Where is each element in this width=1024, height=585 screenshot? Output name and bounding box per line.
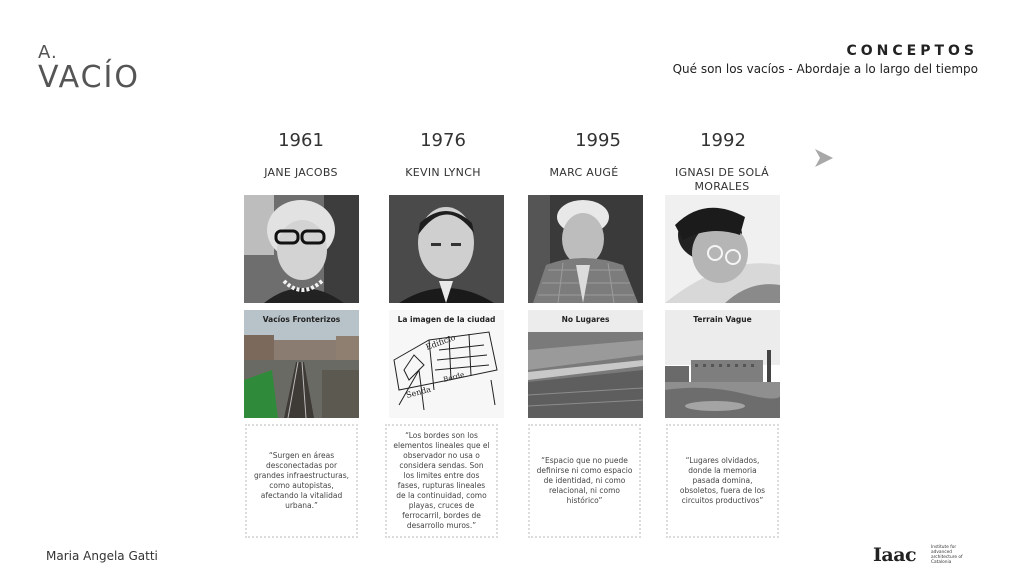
logo-mark: Iaac (873, 544, 917, 566)
svg-text:Senda: Senda (405, 384, 432, 400)
portrait-photo (528, 195, 643, 303)
quote-box (245, 424, 358, 538)
concept-label: No Lugares (561, 315, 610, 324)
concept-label: Terrain Vague (693, 315, 752, 324)
author-name: Maria Angela Gatti (46, 549, 158, 563)
svg-text:Edificio: Edificio (424, 332, 457, 352)
quote-text: “Espacio que no puede definirse ni como espacio de identidad, ni como relacional, ni como histórico” (536, 456, 633, 505)
person-name: IGNASI DE SOLÁ MORALES (675, 166, 769, 193)
logo-text: Institute for advanced architecture of Catalonia (931, 545, 963, 565)
timeline-year: 1995 (575, 130, 621, 151)
person-name: KEVIN LYNCH (405, 166, 481, 179)
concept-image (389, 310, 504, 418)
concept-image (665, 310, 780, 418)
concept-image (528, 310, 643, 418)
concept-label: Vacíos Fronterizos (262, 315, 341, 324)
quote-box (385, 424, 498, 538)
section-letter: A. (38, 42, 58, 63)
iaac-logo (873, 544, 978, 568)
concept-image (244, 310, 359, 418)
timeline-year: 1961 (278, 130, 324, 151)
concept-label: La imagen de la ciudad (397, 315, 496, 324)
timeline-year: 1976 (420, 130, 466, 151)
quote-text: “Lugares olvidados, donde la memoria pasada domina, obsoletos, fuera de los circuitos productivos” (679, 456, 766, 505)
svg-text:Borde: Borde (442, 370, 466, 384)
slide-title: CONCEPTOS (846, 43, 978, 59)
quote-box (666, 424, 779, 538)
person-name: MARC AUGÉ (549, 166, 619, 179)
person-name: JANE JACOBS (264, 166, 338, 179)
portrait-photo (244, 195, 359, 303)
quote-box (528, 424, 641, 538)
section-title: VACÍO (38, 60, 141, 95)
portrait-photo (665, 195, 780, 303)
quote-text: “Surgen en áreas desconectadas por grandes infraestructuras, como autopistas, afectando la vitalidad urbana.” (253, 451, 350, 510)
quote-text: “Los bordes son los elementos lineales que el observador no usa o considera sendas. Son los limites entre dos fases, rupturas lineales de la continuidad, como playas, cruces de ferrocarril, bordes de desarrollo muros.” (393, 431, 490, 530)
slide-subtitle: Qué son los vacíos - Abordaje a lo largo del tiempo (672, 62, 978, 76)
timeline-year: 1992 (700, 130, 746, 151)
portrait-photo (389, 195, 504, 303)
